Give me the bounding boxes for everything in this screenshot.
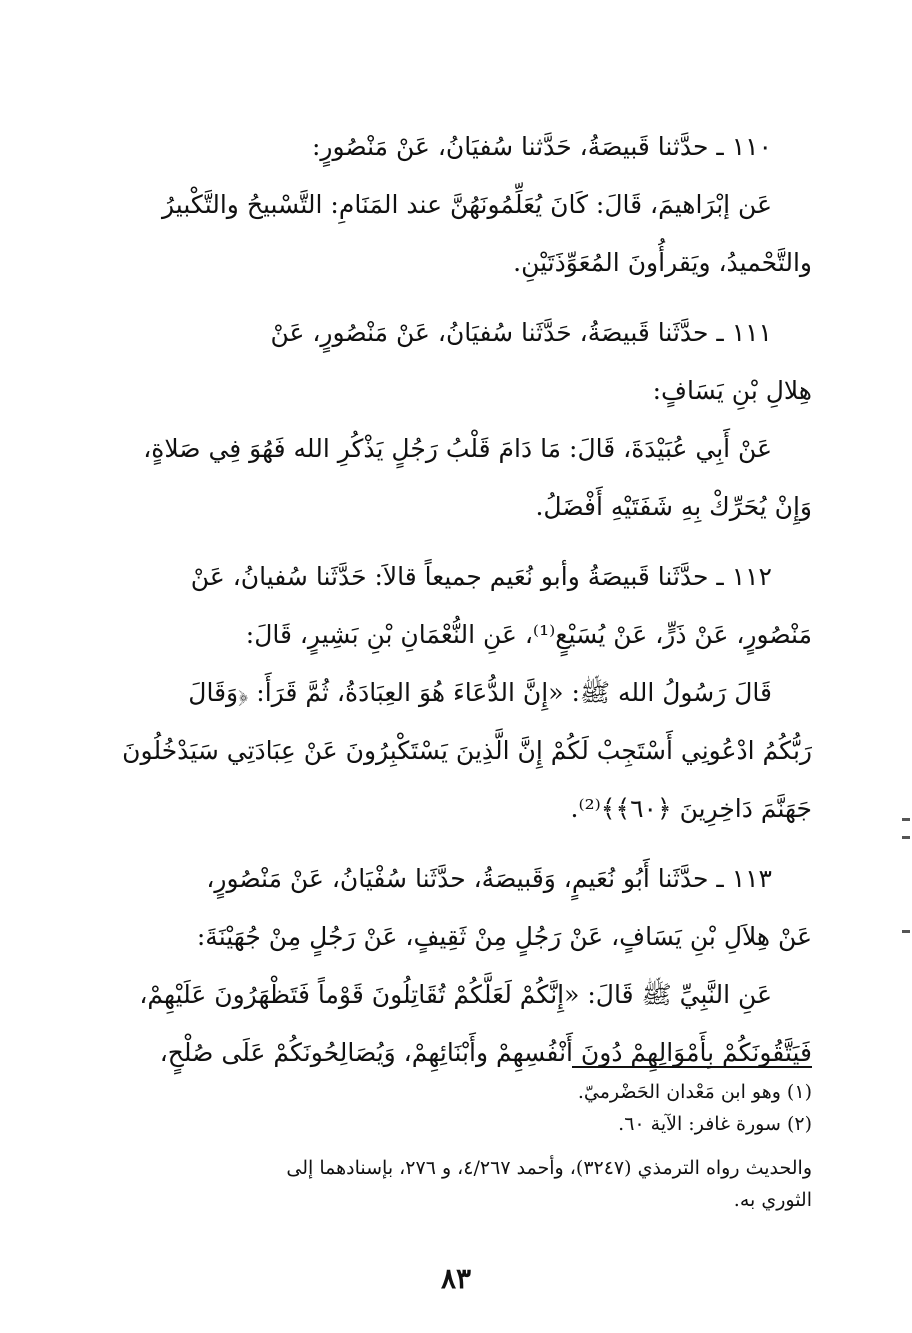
hadith-line: ١١١ ـ حدَّثَنا قَبيصَةُ، حَدَّثَنا سُفيَانُ، عَنْ مَنْصُورٍ، عَنْ <box>270 318 772 347</box>
footnote-2: (٢) سورة غافر: الآية ٦٠. <box>618 1113 812 1135</box>
hadith-112 <box>100 548 812 838</box>
page-number: ٨٣ <box>440 1262 472 1295</box>
hadith-line: ١١٣ ـ حدَّثَنا أَبُو نُعَيمٍ، وَقَبيصَةُ، حدَّثَنا سُفْيَانُ، عَنْ مَنْصُورٍ، <box>206 864 772 893</box>
margin-mark <box>902 836 910 839</box>
footnote-divider <box>572 1066 812 1068</box>
footnote-1: (١) وهو ابن مَعْدان الحَضْرميّ. <box>577 1081 812 1103</box>
hadith-110 <box>100 118 812 292</box>
hadith-line: ١١٠ ـ حدَّثنا قَبيصَةُ، حَدَّثنا سُفيَانُ، عَنْ مَنْصُورٍ: <box>312 132 772 161</box>
hadith-line: قَالَ رَسُولُ الله ﷺ: «إِنَّ الدُّعَاءَ هُوَ العِبَادَةُ، ثُمَّ قَرَأَ: ﴿وَقَالَ <box>188 678 772 707</box>
main-text <box>100 118 812 1094</box>
hadith-line: ١١٢ ـ حدَّثَنا قَبيصَةُ وأبو نُعَيم جميعاً قالاَ: حَدَّثَنا سُفيانُ، عَنْ <box>190 562 772 591</box>
hadith-line: وَإِنْ يُحَرِّكْ بِهِ شَفَتَيْهِ أَفْضَلُ. <box>535 492 812 521</box>
quran-verse-line: رَبُّكُمُ ادْعُونِي أَسْتَجِبْ لَكُمْ إِنَّ الَّذِينَ يَسْتَكْبِرُونَ عَنْ عِبَادَتِي سَيَدْخُلُونَ <box>122 736 812 765</box>
hadith-line: والتَّحْميدُ، ويَقرأُونَ المُعَوِّذَتَيْنِ. <box>513 248 812 277</box>
footnote-note: الثوري به. <box>733 1189 812 1211</box>
hadith-line: عَنِ النَّبِيِّ ﷺ قَالَ: «إِنَّكُمْ لَعَلَّكُمْ تُقَاتِلُونَ قَوْماً فَتَظْهَرُونَ عَلَيْهِمْ، <box>139 980 772 1009</box>
hadith-111 <box>100 304 812 536</box>
hadith-113 <box>100 850 812 1082</box>
quran-verse-line: جَهَنَّمَ دَاخِرِينَ ﴿٦٠﴾﴾⁽²⁾. <box>570 794 812 823</box>
footnotes <box>100 1076 812 1216</box>
hadith-line: عَنْ هِلاَلِ بْنِ يَسَافٍ، عَنْ رَجُلٍ مِنْ ثَقِيفٍ، عَنْ رَجُلٍ مِنْ جُهَيْنَةَ: <box>196 922 812 951</box>
hadith-line: مَنْصُورٍ، عَنْ ذَرٍّ، عَنْ يُسَيْعٍ⁽¹⁾، عَنِ النُّعْمَانِ بْنِ بَشِيرٍ، قَالَ: <box>245 620 812 649</box>
hadith-line: عَن إبْرَاهيمَ، قَالَ: كَانَ يُعَلِّمُونَهُنَّ عند المَنَامِ: التَّسْبيحُ والتَّكْبيرُ <box>162 190 772 219</box>
margin-mark <box>902 930 910 933</box>
hadith-line: فَيَتَّقُونَكُمْ بِأَمْوَالِهِمْ دُونَ أَنْفُسِهِمْ وأَبْنَائِهِمْ، وَيُصَالِحُونَكُمْ عَلَى صُلْحٍ، <box>159 1038 812 1067</box>
footnote-note: والحديث رواه الترمذي (٣٢٤٧)، وأحمد ٤/٢٦٧، و ٢٧٦، بإسنادهما إلى <box>286 1157 812 1179</box>
margin-mark <box>902 818 910 821</box>
hadith-line: هِلالِ بْنِ يَسَافٍ: <box>652 376 812 405</box>
hadith-line: عَنْ أَبِي عُبَيْدَةَ، قَالَ: مَا دَامَ قَلْبُ رَجُلٍ يَذْكُرِ الله فَهُوَ فِي صَلاةٍ، <box>143 434 772 463</box>
